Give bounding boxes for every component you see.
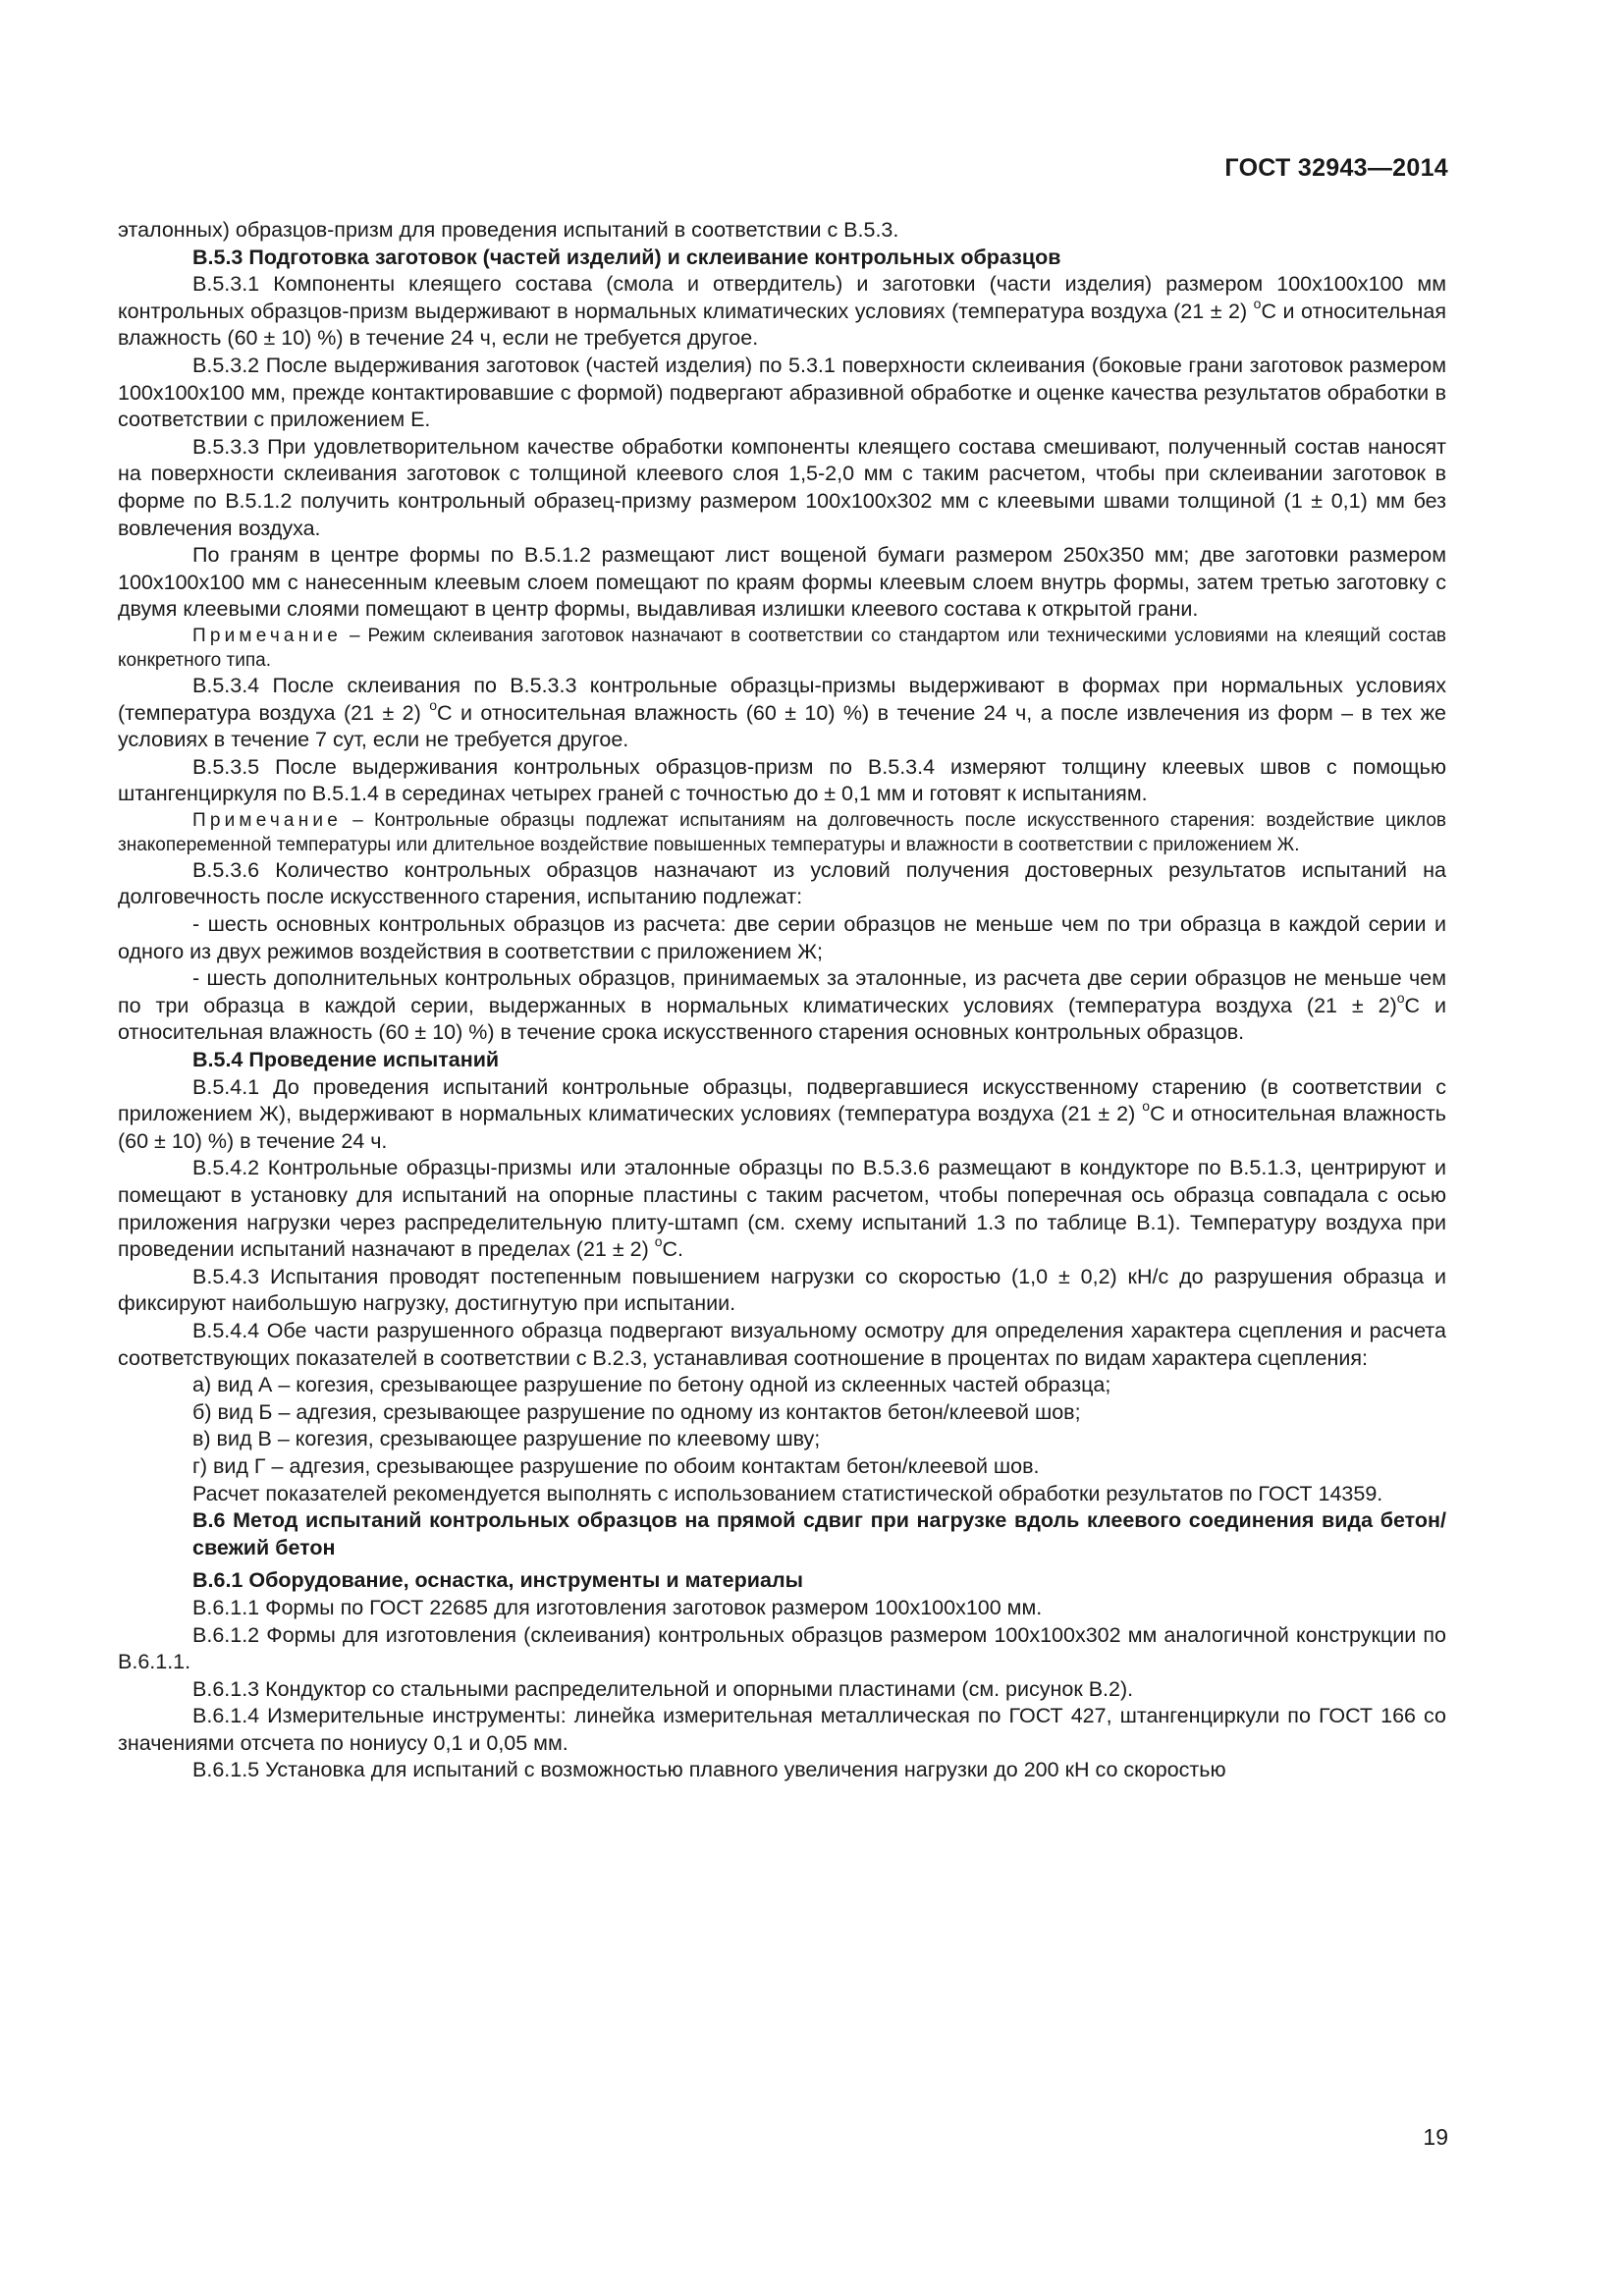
section-heading-b54: В.5.4 Проведение испытаний <box>192 1048 500 1072</box>
degree-mark: о <box>1253 295 1262 311</box>
page-number: 19 <box>1423 2124 1448 2150</box>
text-run: В.5.4.2 Контрольные образцы-призмы или эталонные образцы по В.5.3.6 размещают в кондукторе по В.5.1.3, центрируют и помещают в установку для испытаний на опорные пластины с таким расчетом, чтобы поперечная ось образца совпадала с осью приложения нагрузки через распределительную плиту-штамп (см. схему испытаний 1.3 по таблице В.1). Температуру воздуха при проведении испытаний назначают в пределах (21 ± 2) <box>118 1156 1446 1262</box>
text-run: С и относительная влажность (60 ± 10) %) в течение 24 ч. <box>118 1102 1446 1153</box>
paragraph-b533: В.5.3.3 При удовлетворительном качестве обработки компоненты клеящего состава смешивают, полученный состав наносят на поверхности склеивания заготовок с толщиной клеевого слоя 1,5-2,0 мм с таким расчетом, чтобы при склеивании заготовок в форме по В.5.1.2 получить контрольный образец-призму размером 100х100х302 мм с клеевыми швами толщиной (1 ± 0,1) мм без вовлечения воздуха. <box>118 434 1446 540</box>
text-run: С и относительная влажность (60 ± 10) %) в течение 24 ч, а после извлечения из форм – в тех же условиях в течение 7 сут, если не требуется другое. <box>118 700 1446 752</box>
standard-header: ГОСТ 32943—2014 <box>1224 154 1448 182</box>
degree-mark: о <box>1396 989 1405 1006</box>
list-item-d: г) вид Г – адгезия, срезывающее разрушение по обоим контактам бетон/клеевой шов. <box>192 1453 1040 1478</box>
paragraph-b542 <box>118 1155 1446 1263</box>
text-run: С и относительная влажность (60 ± 10) %) в течение срока искусственного старения основных контрольных образцов. <box>118 993 1446 1045</box>
paragraph-b533-continued: По граням в центре формы по В.5.1.2 размещают лист вощеной бумаги размером 250х350 мм; две заготовки размером 100х100х100 мм с нанесенным клеевым слоем помещают по краям формы клеевым слоем внутрь формы, затем третью заготовку с двумя клеевыми слоями помещают в центр формы, выдавливая излишки клеевого состава к открытой грани. <box>118 543 1446 622</box>
note-text: – Режим склеивания заготовок назначают в соответствии со стандартом или техническими условиями на клеящий состав конкретного типа. <box>118 625 1446 671</box>
paragraph-b543: В.5.4.3 Испытания проводят постепенным повышением нагрузки со скоростью (1,0 ± 0,2) кН/с до разрушения образца и фиксируют наибольшую нагрузку, достигнутую при испытании. <box>118 1264 1446 1316</box>
paragraph-calculation: Расчет показателей рекомендуется выполнять с использованием статистической обработки результатов по ГОСТ 14359. <box>192 1481 1383 1505</box>
list-item-additional-specimens <box>118 965 1446 1047</box>
paragraph-b614: В.6.1.4 Измерительные инструменты: линейка измерительная металлическая по ГОСТ 427, штангенциркули по ГОСТ 166 со значениями отсчета по нониусу 0,1 и 0,05 мм. <box>118 1704 1446 1755</box>
section-heading-b6: В.6 Метод испытаний контрольных образцов на прямой сдвиг при нагрузке вдоль клеевого соединения вида бетон/свежий бетон <box>192 1508 1446 1559</box>
text-run: В.5.3.1 Компоненты клеящего состава (смола и отвердитель) и заготовки (части изделия) размером 100х100х100 мм контрольных образцов-призм выдерживают в нормальных климатических условиях (температура воздуха (21 ± 2) <box>118 272 1446 323</box>
paragraph-b612: В.6.1.2 Формы для изготовления (склеивания) контрольных образцов размером 100х100х302 мм аналогичной конструкции по В.6.1.1. <box>118 1622 1446 1674</box>
paragraph-b534 <box>118 673 1446 754</box>
section-heading-b61: В.6.1 Оборудование, оснастка, инструменты и материалы <box>192 1568 803 1593</box>
paragraph-b613: В.6.1.3 Кондуктор со стальными распределительной и опорными пластинами (см. рисунок В.2). <box>192 1676 1134 1701</box>
paragraph-b536: В.5.3.6 Количество контрольных образцов назначают из условий получения достоверных результатов испытаний на долговечность после искусственного старения, испытанию подлежат: <box>118 857 1446 909</box>
degree-mark: о <box>429 696 438 713</box>
note-1 <box>118 624 1446 673</box>
note-label: Примечание <box>192 809 342 831</box>
text-run: С. <box>662 1237 684 1262</box>
paragraph-b615: В.6.1.5 Установка для испытаний с возможностью плавного увеличения нагрузки до 200 кН со скоростью <box>192 1758 1226 1782</box>
note-label: Примечание <box>192 625 342 646</box>
paragraph-b531 <box>118 271 1446 353</box>
list-item-main-specimens: - шесть основных контрольных образцов из расчета: две серии образцов не меньше чем по три образца в каждой серии и одного из двух режимов воздействия в соответствии с приложением Ж; <box>118 912 1446 963</box>
paragraph-b544: В.5.4.4 Обе части разрушенного образца подвергают визуальному осмотру для определения характера сцепления и расчета соответствующих показателей в соответствии с В.2.3, устанавливая соотношение в процентах по видам характера сцепления: <box>118 1318 1446 1370</box>
paragraph-b541 <box>118 1074 1446 1156</box>
paragraph-b535: В.5.3.5 После выдерживания контрольных образцов-призм по В.5.3.4 измеряют толщину клеевых швов с помощью штангенциркуля по В.5.1.4 в серединах четырех граней с точностью до ± 0,1 мм и готовят к испытаниям. <box>118 754 1446 806</box>
text-run: В.5.4.1 До проведения испытаний контрольные образцы, подвергавшиеся искусственному старению (в соответствии с приложением Ж), выдерживают в нормальных климатических условиях (температура воздуха (21 ± 2) <box>118 1074 1446 1126</box>
text-run: С и относительная влажность (60 ± 10) %) в течение 24 ч, если не требуется другое. <box>118 299 1446 351</box>
note-2 <box>118 808 1446 857</box>
document-body <box>118 217 1446 1784</box>
paragraph-b611: В.6.1.1 Формы по ГОСТ 22685 для изготовления заготовок размером 100х100х100 мм. <box>192 1595 1043 1619</box>
text-run: В.5.3.4 После склеивания по В.5.3.3 контрольные образцы-призмы выдерживают в формах при нормальных условиях (температура воздуха (21 ± 2) <box>118 673 1446 725</box>
list-item-c: в) вид В – когезия, срезывающее разрушение по клеевому шву; <box>192 1427 821 1451</box>
list-item-a: а) вид А – когезия, срезывающее разрушение по бетону одной из склеенных частей образца; <box>192 1373 1111 1397</box>
note-text: – Контрольные образцы подлежат испытаниям на долговечность после искусственного старения: воздействие циклов знакопеременной температуры или длительное воздействие повышенных температуры и влажности в соответствии с приложением Ж. <box>118 809 1446 855</box>
list-item-b: б) вид Б – адгезия, срезывающее разрушение по одному из контактов бетон/клеевой шов; <box>192 1399 1081 1424</box>
paragraph-b532: В.5.3.2 После выдерживания заготовок (частей изделия) по 5.3.1 поверхности склеивания (боковые грани заготовок размером 100х100х100 мм, прежде контактировавшие с формой) подвергают абразивной обработке и оценке качества результатов обработки в соответствии с приложением Е. <box>118 353 1446 432</box>
text-run: - шесть дополнительных контрольных образцов, принимаемых за эталонные, из расчета две серии образцов не меньше чем по три образца в каждой серии, выдержанных в нормальных климатических условиях (температура воздуха (21 ± 2) <box>118 966 1446 1017</box>
section-heading-b53: В.5.3 Подготовка заготовок (частей изделий) и склеивание контрольных образцов <box>192 245 1061 269</box>
paragraph-continuation: эталонных) образцов-призм для проведения испытаний в соответствии с В.5.3. <box>118 218 899 242</box>
degree-mark: о <box>1142 1098 1151 1115</box>
degree-mark: о <box>654 1233 663 1250</box>
